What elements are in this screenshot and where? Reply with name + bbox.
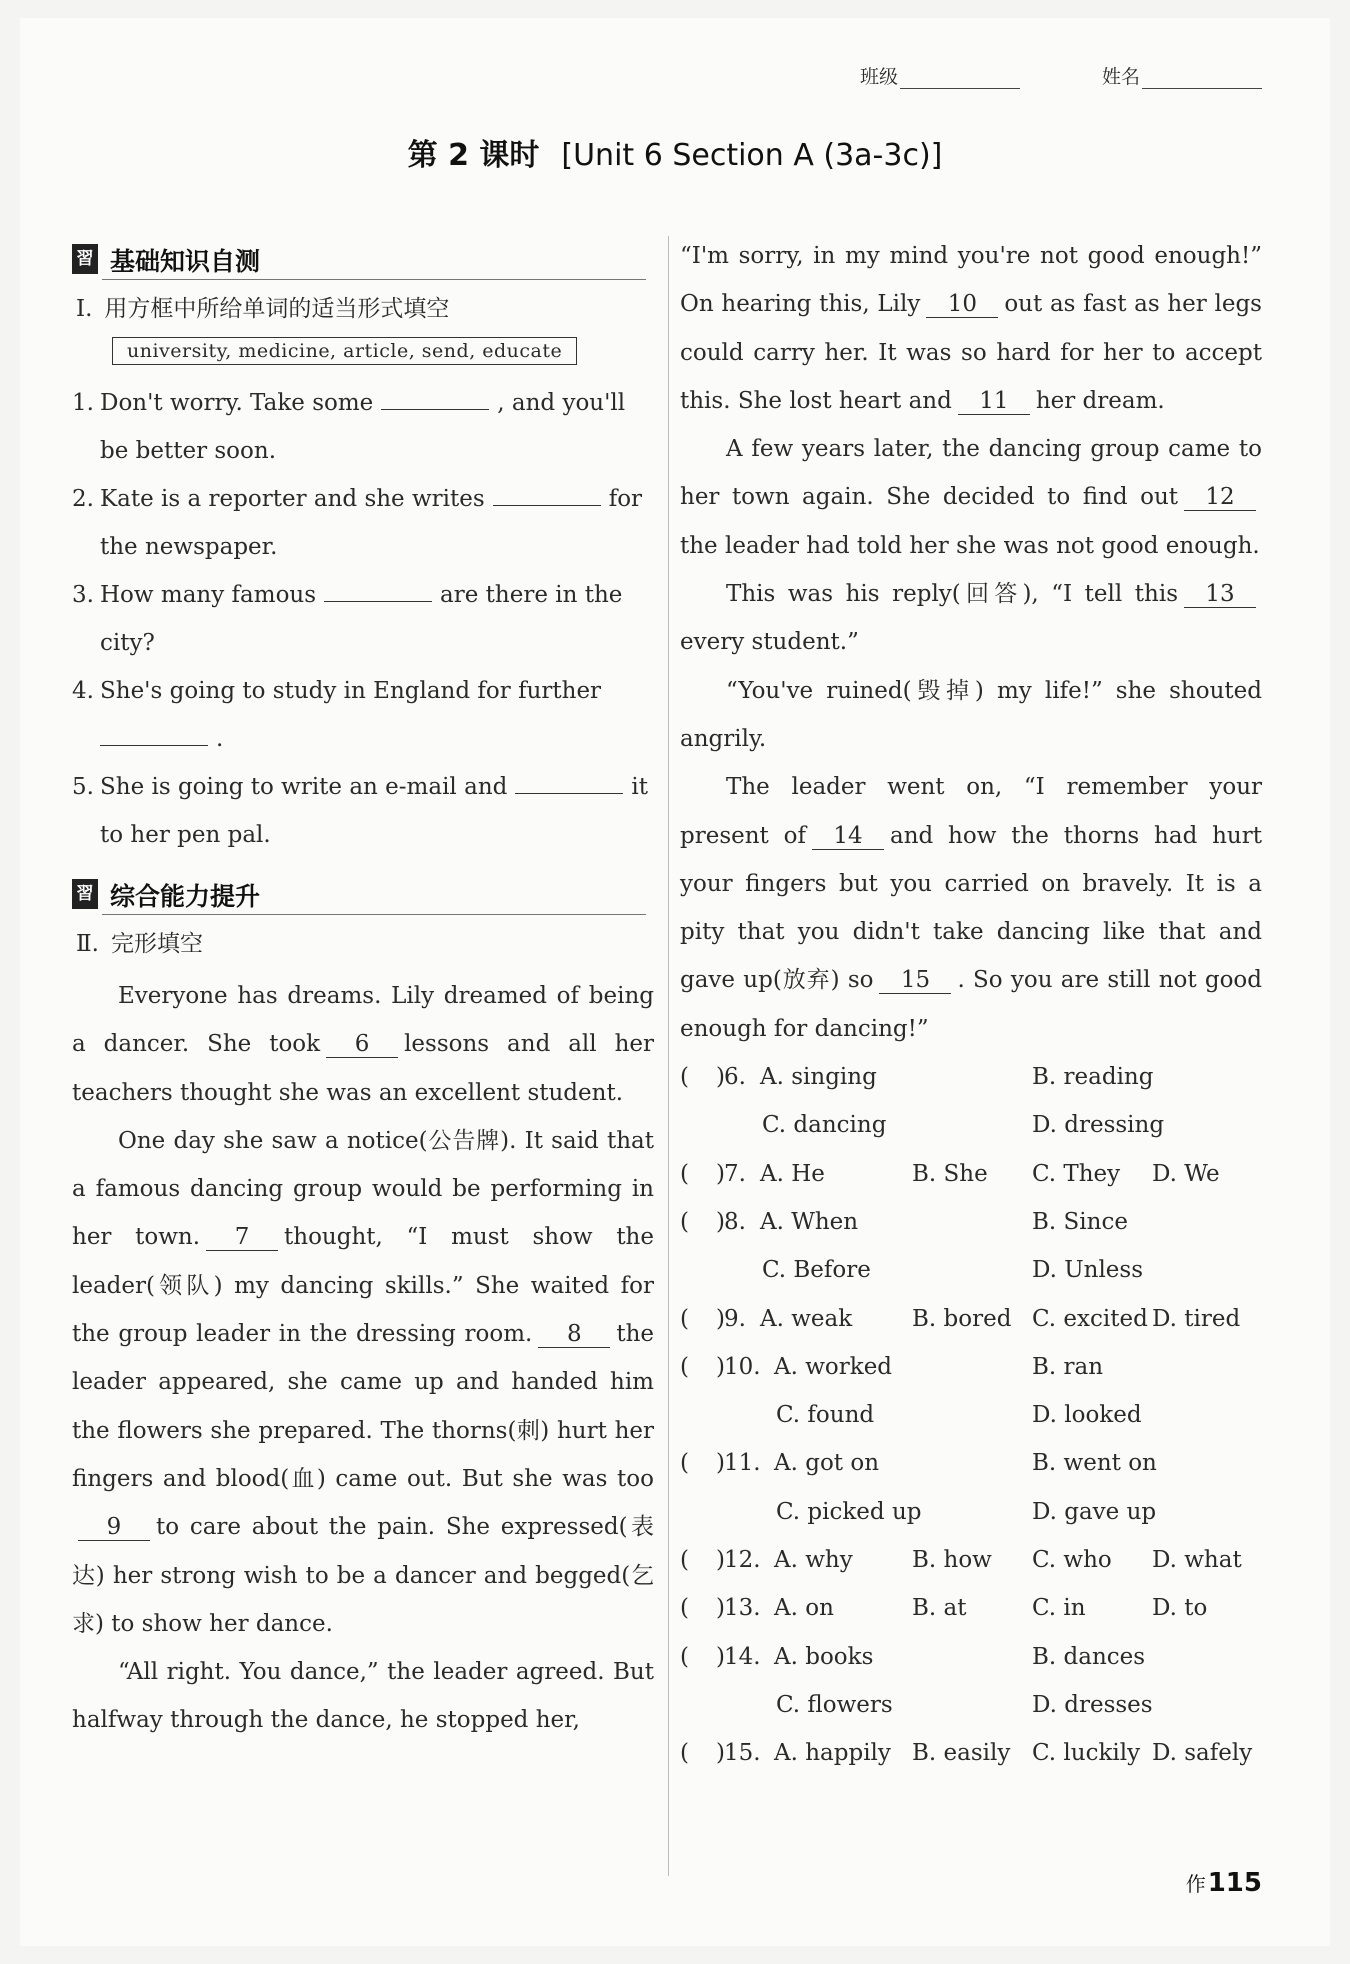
item-continuation: be better soon. bbox=[100, 438, 277, 464]
option-c[interactable]: C. They bbox=[1032, 1160, 1121, 1187]
page-number bbox=[1186, 1868, 1262, 1898]
question-number: 7. bbox=[724, 1160, 746, 1187]
option-c[interactable]: C. excited bbox=[1032, 1305, 1148, 1332]
option-d[interactable]: D. looked bbox=[1032, 1402, 1142, 1429]
answer-blank[interactable] bbox=[100, 721, 208, 746]
question-number: 13. bbox=[724, 1595, 761, 1622]
choice-row bbox=[680, 1391, 1262, 1439]
option-d[interactable]: D. Unless bbox=[1032, 1257, 1144, 1284]
answer-paren-open: ( bbox=[680, 1450, 689, 1477]
answer-blank[interactable] bbox=[324, 577, 432, 602]
question-number: 12. bbox=[724, 1547, 761, 1574]
option-a[interactable]: A. singing bbox=[760, 1064, 877, 1091]
part-heading bbox=[76, 290, 654, 323]
choice-row bbox=[680, 1536, 1262, 1584]
option-a[interactable]: A. why bbox=[774, 1547, 853, 1574]
option-d[interactable]: D. what bbox=[1152, 1547, 1242, 1574]
right-column bbox=[680, 232, 1262, 1778]
answer-paren-close: ) bbox=[716, 1547, 725, 1574]
option-d[interactable]: D. to bbox=[1152, 1595, 1208, 1622]
cloze-gap[interactable]: 11 bbox=[958, 388, 1030, 415]
option-a[interactable]: A. worked bbox=[774, 1353, 893, 1380]
fill-blank-list bbox=[72, 379, 654, 859]
passage-paragraph: This was his reply(回答), “I tell this 13every student.” bbox=[680, 570, 1262, 667]
cloze-gap[interactable]: 14 bbox=[812, 823, 884, 850]
cloze-gap[interactable]: 10 bbox=[926, 291, 998, 318]
section-title: 基础知识自测 bbox=[110, 247, 261, 276]
word-box: university, medicine, article, send, educate bbox=[112, 337, 577, 365]
item-continuation: city? bbox=[100, 630, 155, 656]
fill-item bbox=[72, 379, 654, 475]
option-d[interactable]: D. dresses bbox=[1032, 1691, 1153, 1718]
answer-paren-close: ) bbox=[716, 1740, 725, 1767]
question-number: 14. bbox=[724, 1643, 761, 1670]
option-b[interactable]: B. Since bbox=[1032, 1208, 1128, 1235]
option-b[interactable]: B. reading bbox=[1032, 1064, 1154, 1091]
fill-item bbox=[72, 571, 654, 667]
option-c[interactable]: C. picked up bbox=[776, 1498, 922, 1525]
item-continuation: to her pen pal. bbox=[100, 822, 271, 848]
choice-row bbox=[680, 1246, 1262, 1294]
item-number: 4. bbox=[72, 678, 94, 704]
class-blank[interactable] bbox=[900, 70, 1020, 89]
answer-paren-close: ) bbox=[716, 1208, 725, 1235]
option-c[interactable]: C. in bbox=[1032, 1595, 1086, 1622]
answer-paren-open: ( bbox=[680, 1595, 689, 1622]
question-number: 9. bbox=[724, 1305, 746, 1332]
question-number: 6. bbox=[724, 1064, 746, 1091]
part-number: Ⅱ. bbox=[76, 931, 99, 957]
choice-row bbox=[680, 1150, 1262, 1198]
item-number: 5. bbox=[72, 774, 94, 800]
option-c[interactable]: C. flowers bbox=[776, 1691, 893, 1718]
name-label: 姓名 bbox=[1101, 66, 1140, 88]
question-number: 8. bbox=[724, 1208, 746, 1235]
choice-row bbox=[680, 1681, 1262, 1729]
option-b[interactable]: B. dances bbox=[1032, 1643, 1146, 1670]
answer-blank[interactable] bbox=[515, 769, 623, 794]
item-number: 1. bbox=[72, 390, 94, 416]
choice-row bbox=[680, 1633, 1262, 1681]
class-field[interactable] bbox=[860, 62, 1020, 89]
section-header-basic bbox=[72, 238, 654, 284]
fill-item bbox=[72, 667, 654, 763]
question-number: 10. bbox=[724, 1353, 761, 1380]
item-continuation: . bbox=[72, 715, 654, 763]
option-b[interactable]: B. at bbox=[912, 1595, 967, 1622]
option-b[interactable]: B. ran bbox=[1032, 1353, 1104, 1380]
part-title: 完形填空 bbox=[110, 931, 203, 957]
item-text: are there in the bbox=[440, 582, 623, 608]
option-b[interactable]: B. She bbox=[912, 1160, 988, 1187]
option-d[interactable]: D. dressing bbox=[1032, 1112, 1165, 1139]
item-number: 2. bbox=[72, 486, 94, 512]
choice-row bbox=[680, 1295, 1262, 1343]
option-c[interactable]: C. luckily bbox=[1032, 1740, 1141, 1767]
option-a[interactable]: A. got on bbox=[774, 1450, 880, 1477]
option-c[interactable]: C. Before bbox=[762, 1257, 871, 1284]
name-field[interactable] bbox=[1102, 62, 1262, 89]
answer-paren-open: ( bbox=[680, 1208, 689, 1235]
choice-list bbox=[680, 1053, 1262, 1777]
option-b[interactable]: B. how bbox=[912, 1547, 992, 1574]
answer-paren-close: ) bbox=[716, 1305, 725, 1332]
answer-blank[interactable] bbox=[381, 385, 489, 410]
exercise-icon: 習 bbox=[72, 879, 98, 909]
passage-paragraph: “I'm sorry, in my mind you're not good enough!” On hearing this, Lily 10 out as fast as her legs could carry her. It was so hard for her to accept this. She lost heart and 11 her dream. bbox=[680, 243, 1262, 414]
cloze-gap[interactable]: 12 bbox=[1184, 484, 1256, 511]
cloze-gap[interactable]: 13 bbox=[1184, 581, 1256, 608]
part-title: 用方框中所给单词的适当形式填空 bbox=[104, 296, 450, 322]
answer-paren-open: ( bbox=[680, 1305, 689, 1332]
answer-paren-open: ( bbox=[680, 1064, 689, 1091]
choice-row bbox=[680, 1053, 1262, 1101]
option-c[interactable]: C. dancing bbox=[762, 1112, 887, 1139]
option-b[interactable]: B. bored bbox=[912, 1305, 1012, 1332]
option-b[interactable]: B. easily bbox=[912, 1740, 1011, 1767]
page-prefix: 作 bbox=[1185, 1872, 1206, 1896]
page-title bbox=[0, 130, 1350, 174]
item-text: for bbox=[608, 486, 643, 512]
passage-paragraph: Everyone has dreams. Lily dreamed of being a dancer. She took 6 lessons and all her teachers thought she was an excellent student. bbox=[72, 983, 654, 1106]
choice-row bbox=[680, 1584, 1262, 1632]
option-c[interactable]: C. who bbox=[1032, 1547, 1112, 1574]
passage-paragraph: “All right. You dance,” the leader agreed. But halfway through the dance, he stopped her, bbox=[72, 1659, 654, 1734]
answer-paren-close: ) bbox=[716, 1160, 725, 1187]
cloze-gap[interactable]: 7 bbox=[206, 1224, 278, 1251]
option-d[interactable]: D. tired bbox=[1152, 1305, 1241, 1332]
option-b[interactable]: B. went on bbox=[1032, 1450, 1157, 1477]
column-divider bbox=[668, 236, 669, 1876]
item-text: Kate is a reporter and she writes bbox=[100, 486, 485, 512]
cloze-gap[interactable]: 8 bbox=[538, 1321, 610, 1348]
item-number: 3. bbox=[72, 582, 94, 608]
choice-row bbox=[680, 1343, 1262, 1391]
option-d[interactable]: D. safely bbox=[1152, 1740, 1253, 1767]
answer-paren-close: ) bbox=[716, 1450, 725, 1477]
answer-paren-close: ) bbox=[716, 1064, 725, 1091]
answer-paren-open: ( bbox=[680, 1353, 689, 1380]
option-a[interactable]: A. When bbox=[760, 1208, 859, 1235]
cloze-gap[interactable]: 9 bbox=[78, 1514, 150, 1541]
item-text: it bbox=[631, 774, 648, 800]
left-column bbox=[72, 238, 654, 1745]
passage-paragraph: The leader went on, “I remember your present of 14 and how the thorns had hurt your fingers but you carried on bravely. It is a pity that you didn't take dancing like that and gave up(放弃) so 15 . So you are still not good enough for dancing!” bbox=[680, 774, 1262, 1042]
option-d[interactable]: D. We bbox=[1152, 1160, 1220, 1187]
answer-blank[interactable] bbox=[493, 481, 601, 506]
answer-paren-close: ) bbox=[716, 1353, 725, 1380]
answer-paren-open: ( bbox=[680, 1740, 689, 1767]
answer-paren-open: ( bbox=[680, 1160, 689, 1187]
section-rule bbox=[102, 279, 646, 280]
answer-paren-close: ) bbox=[716, 1595, 725, 1622]
answer-paren-close: ) bbox=[716, 1643, 725, 1670]
option-a[interactable]: A. on bbox=[774, 1595, 834, 1622]
part-number: Ⅰ. bbox=[76, 296, 93, 322]
answer-paren-open: ( bbox=[680, 1547, 689, 1574]
question-number: 15. bbox=[724, 1740, 761, 1767]
answer-paren-open: ( bbox=[680, 1643, 689, 1670]
item-text: How many famous bbox=[100, 582, 317, 608]
question-number: 11. bbox=[724, 1450, 761, 1477]
passage-paragraph: One day she saw a notice(公告牌). It said that a famous dancing group would be performing in her town. 7 thought, “I must show the leader(领队) my dancing skills.” She waited for the group leader in the dressing room. 8 the leader appeared, she came up and handed him the flowers she prepared. The thorns(刺) hurt her fingers and blood(血) came out. But she was too9 to care about the pain. She expressed(表达) her strong wish to be a dancer and begged(乞求) to show her dance. bbox=[72, 1127, 654, 1637]
unit-reference: [Unit 6 Section A (3a-3c)] bbox=[561, 138, 943, 173]
cloze-gap[interactable]: 6 bbox=[326, 1031, 398, 1058]
choice-row bbox=[680, 1198, 1262, 1246]
section-header-advanced bbox=[72, 873, 654, 919]
fill-item bbox=[72, 475, 654, 571]
fill-item bbox=[72, 763, 654, 859]
option-a[interactable]: A. happily bbox=[774, 1740, 891, 1767]
item-text: Don't worry. Take some bbox=[100, 390, 374, 416]
part-heading bbox=[76, 925, 654, 958]
section-rule bbox=[102, 914, 646, 915]
item-text: , and you'll bbox=[497, 390, 626, 416]
item-continuation: the newspaper. bbox=[100, 534, 278, 560]
cloze-gap[interactable]: 15 bbox=[879, 967, 951, 994]
choice-row bbox=[680, 1101, 1262, 1149]
option-d[interactable]: D. gave up bbox=[1032, 1498, 1157, 1525]
class-label: 班级 bbox=[859, 66, 898, 88]
option-a[interactable]: A. weak bbox=[760, 1305, 853, 1332]
section-title: 综合能力提升 bbox=[110, 882, 261, 911]
option-a[interactable]: A. He bbox=[760, 1160, 825, 1187]
option-a[interactable]: A. books bbox=[774, 1643, 874, 1670]
choice-row bbox=[680, 1488, 1262, 1536]
item-text: She is going to write an e-mail and bbox=[100, 774, 508, 800]
choice-row bbox=[680, 1439, 1262, 1487]
passage-paragraph: A few years later, the dancing group came to her town again. She decided to find out 12the leader had told her she was not good enough. bbox=[680, 436, 1262, 559]
passage-paragraph: “You've ruined(毁掉) my life!” she shouted angrily. bbox=[680, 677, 1262, 752]
page-value: 115 bbox=[1207, 1868, 1262, 1898]
choice-row bbox=[680, 1729, 1262, 1777]
option-c[interactable]: C. found bbox=[776, 1402, 875, 1429]
name-blank[interactable] bbox=[1142, 70, 1262, 89]
item-text: She's going to study in England for further bbox=[100, 678, 602, 704]
lesson-number: 第 2 课时 bbox=[407, 138, 540, 173]
exercise-icon: 習 bbox=[72, 244, 98, 274]
